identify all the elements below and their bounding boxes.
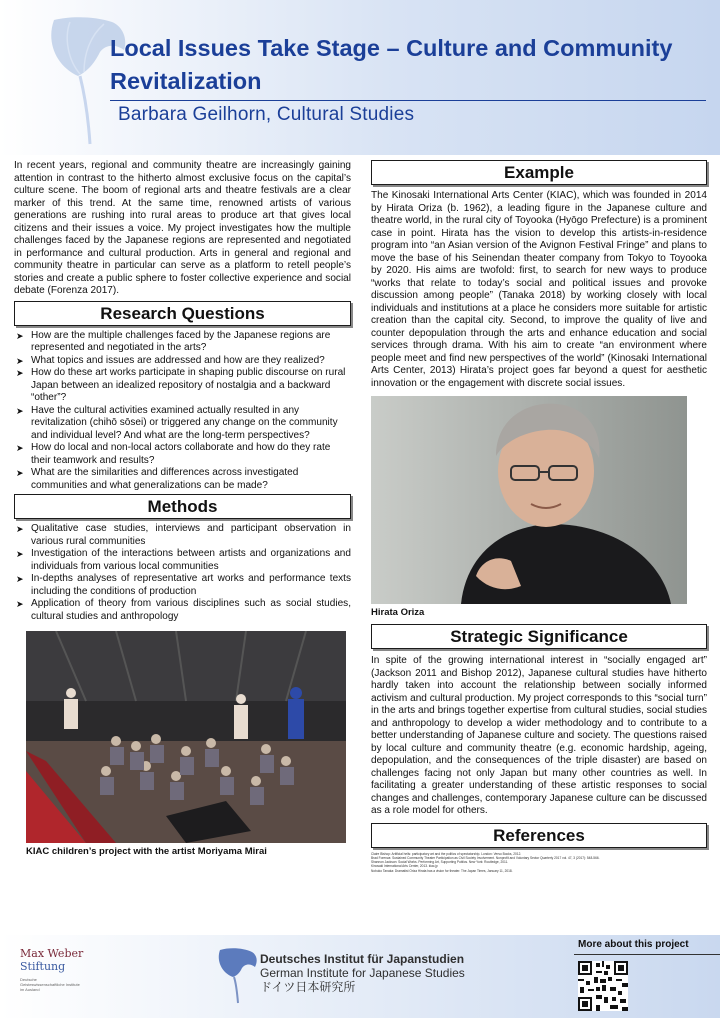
arrow-bullet-icon: ➤ — [16, 599, 24, 609]
list-item: ➤ What topics and issues are addressed and how are they realized? — [16, 354, 325, 366]
research-questions-heading: Research Questions — [14, 301, 351, 326]
reference-item: Nobuko Tanaka: Dramatist Oriza Hirata has a vision for theater. The Japan Times, January 11, 2018. — [371, 868, 513, 873]
arrow-bullet-icon: ➤ — [16, 330, 24, 341]
workshop-photo — [26, 631, 346, 843]
significance-paragraph: In spite of the growing international interest in “socially engaged art” (Jackson 2011 and Bishop 2012), Japanese cultural studies have hitherto hardly taken into account the relationship between socially informed activism and cultural production. My project corresponds to this “social turn” in the arts and brings together expertise from cultural studies, social studies and anthropology to develop a wider methodology and to contribute to a better understanding of Japanese culture and society. The questions raised by local culture and community theatre (e.g. economic hardship, ageing, depopulation, and the consequences of the triple disaster) are based on challenges facing not only Japan but many other countries as well. In facilitating a greater understanding of these artistic responses to social changes and challenges, contemporary Japanese culture can be discussed as a role model for others. — [371, 655, 707, 816]
portrait-photo-caption: Hirata Oriza — [371, 607, 425, 618]
arrow-bullet-icon: ➤ — [16, 443, 24, 453]
workshop-photo-image — [26, 631, 346, 843]
arrow-bullet-icon: ➤ — [16, 368, 24, 378]
research-questions-list — [14, 330, 351, 493]
more-about-project-label: More about this project — [578, 939, 689, 950]
intro-paragraph: In recent years, regional and community theatre are increasingly gaining attention in contrast to the hitherto almost exclusive focus on the capital’s culture scene. The boom of regional arts and theatre festivals are a clear marker of this trend. At the same time, renowned artists of various generations are rushing into rural areas to produce art that gives local citizens and their issues a voice. My project investigates how the multiple challenges faced by the Japanese regions are represented and negotiated in performance and cultural production. Arts in general and regional and community theatre in particular can serve as a platform to retell people’s stories and create a public sphere to foster collective experience and social debate (Forenza 2017). — [14, 160, 351, 296]
dij-logo — [218, 947, 465, 1010]
poster-header — [0, 0, 720, 155]
dij-name-japanese: ドイツ日本研究所 — [260, 980, 356, 994]
arrow-bullet-icon: ➤ — [16, 524, 24, 534]
references-heading: References — [371, 823, 707, 848]
list-item: ➤ How do these art works participate in shaping public discourse on rural Japan between an idealized repository of nostalgia and a backward “other”? — [16, 367, 346, 403]
author-line: Barbara Geilhorn, Cultural Studies — [118, 104, 415, 125]
dij-name-german: Deutsches Institut für Japanstudien — [260, 952, 465, 966]
list-item: ➤ Have the cultural activities examined actually resulted in any revitalization (chihō sōsei) or triggered any change on the community and individual level? And what are the long-term perspectives? — [16, 404, 338, 441]
qr-code-icon[interactable] — [578, 961, 628, 1011]
arrow-bullet-icon: ➤ — [16, 405, 24, 416]
arrow-bullet-icon: ➤ — [16, 574, 24, 584]
list-item: ➤ Application of theory from various disciplines such as social studies, cultural studies and anthropology — [16, 598, 351, 622]
references-list — [371, 852, 707, 873]
portrait-photo-image — [371, 396, 687, 604]
header-divider — [110, 100, 706, 101]
list-item: ➤ How are the multiple challenges faced by the Japanese regions are represented and negotiated in the arts? — [16, 329, 331, 353]
poster-footer — [0, 935, 720, 1018]
methods-list — [14, 523, 351, 623]
workshop-photo-caption: KIAC children’s project with the artist Moriyama Mirai — [26, 846, 267, 857]
portrait-photo — [371, 396, 687, 604]
arrow-bullet-icon: ➤ — [16, 549, 24, 559]
poster-title: Local Issues Take Stage – Culture and Community Revitalization — [110, 35, 673, 94]
list-item: ➤ How do local and non-local actors collaborate and how do they rate their teamwork and results? — [16, 442, 331, 466]
methods-heading: Methods — [14, 494, 351, 519]
example-heading: Example — [371, 160, 707, 185]
strategic-significance-heading: Strategic Significance — [371, 624, 707, 649]
ginkgo-logo-icon — [218, 947, 258, 1005]
reference-item: Claire Bishop: Artificial hells: participatory art and the politics of spectatorship. London: Verso Books, 2012. — [371, 851, 522, 856]
footer-divider — [574, 954, 720, 955]
right-column — [371, 160, 707, 873]
arrow-bullet-icon: ➤ — [16, 468, 24, 478]
list-item: ➤ In-depths analyses of representative art works and performance texts including the conditions of production — [16, 573, 351, 597]
example-paragraph: The Kinosaki International Arts Center (KIAC), which was founded in 2014 by Hirata Oriza (b. 1962), a leading figure in the Japanese culture and theatre world, in the rural city of Toyooka (Hyōgo Prefecture) is a prominent case in point. Hirata has the vision to develop this artists-in-residence program into “an Asian version of the Avignon Festival Fringe” and plans to move the base of his Seinendan theater company from Tokyo to Toyooka by 2020. His aims are twofold: first, to search for new ways to produce “works that relate to today’s social and political issues and provoke discussion among people” (Tanaka 2018) by working closely with local individuals and institutions at a place he considers more suitable for artistic creation than the capital city. Second, to improve the quality of live and counter depopulation through the arts and enhance education and social services through drama. With his aim to create “an environment where people meet and find new perspectives of the world” (Kinosaki International Arts Center, 2013) Hirata’s project goes far beyond a quest for aesthetic innovation or the engagement with discrete social issues. — [371, 190, 707, 389]
list-item: ➤ What are the similarities and differences across investigated communities and what generalizations can be made? — [16, 467, 299, 491]
dij-name-english: German Institute for Japanese Studies — [260, 966, 465, 980]
left-column — [14, 160, 351, 857]
list-item: ➤ Qualitative case studies, interviews and participant observation in various rural communities — [16, 523, 351, 547]
max-weber-stiftung-logo: Max Weber Stiftung Deutsche Geisteswissenschaftliche Institute im Ausland — [20, 947, 84, 992]
reference-item: Shannon Jackson: Social Works. Performing Art, Supporting Publics. New York: Routledge, 2011. — [371, 860, 509, 865]
reference-item: Brad Forenza: Sustained Community Theater Participation as Civil Society Involvement. Nonprofit and Voluntary Sector Quarterly 2017 vol. 47, 3 (2017): 548-566. — [371, 855, 600, 860]
list-item: ➤ Investigation of the interactions between artists and organizations and individuals from various local communities — [16, 548, 351, 572]
arrow-bullet-icon: ➤ — [16, 355, 24, 366]
reference-item: Kinosaki International Arts Center, 2013. kiac.jp — [371, 864, 438, 869]
